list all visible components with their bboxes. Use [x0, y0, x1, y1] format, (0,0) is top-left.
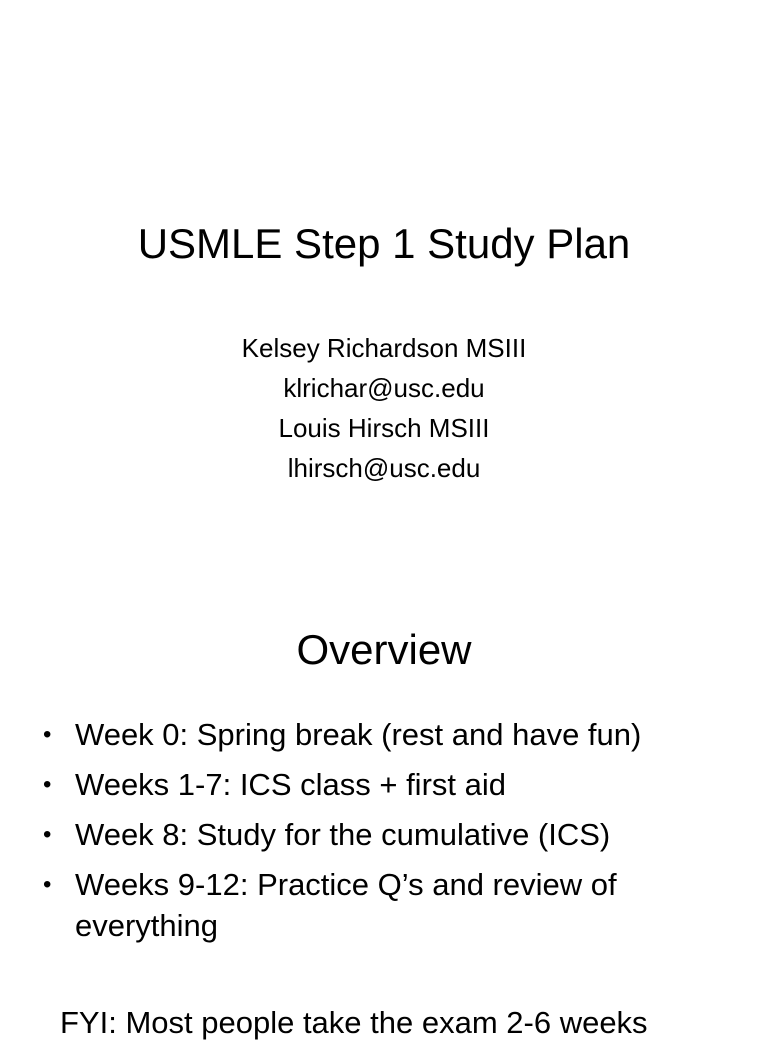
bullet-icon: • [43, 871, 52, 898]
author-block [0, 328, 768, 488]
list-item [40, 814, 740, 855]
overview-bullet-list [40, 714, 740, 955]
author-email-1: klrichar@usc.edu [283, 373, 485, 403]
bullet-text: Week 0: Spring break (rest and have fun) [75, 717, 642, 752]
bullet-text: Weeks 1-7: ICS class + first aid [75, 767, 506, 802]
author-name-2: Louis Hirsch MSIII [278, 413, 490, 443]
bullet-icon: • [43, 721, 52, 748]
overview-title: Overview [296, 626, 472, 673]
author-email-2: lhirsch@usc.edu [287, 453, 481, 483]
bullet-icon: • [43, 821, 52, 848]
bullet-text: Weeks 9-12: Practice Q’s and review of everything [75, 867, 617, 943]
bullet-icon: • [43, 771, 52, 798]
bullet-text: Week 8: Study for the cumulative (ICS) [75, 817, 611, 852]
list-item [40, 714, 740, 755]
list-item [40, 864, 740, 946]
footnote: FYI: Most people take the exam 2-6 weeks [60, 1005, 648, 1040]
author-name-1: Kelsey Richardson MSIII [241, 333, 527, 363]
slide-title: USMLE Step 1 Study Plan [137, 220, 631, 267]
list-item [40, 764, 740, 805]
